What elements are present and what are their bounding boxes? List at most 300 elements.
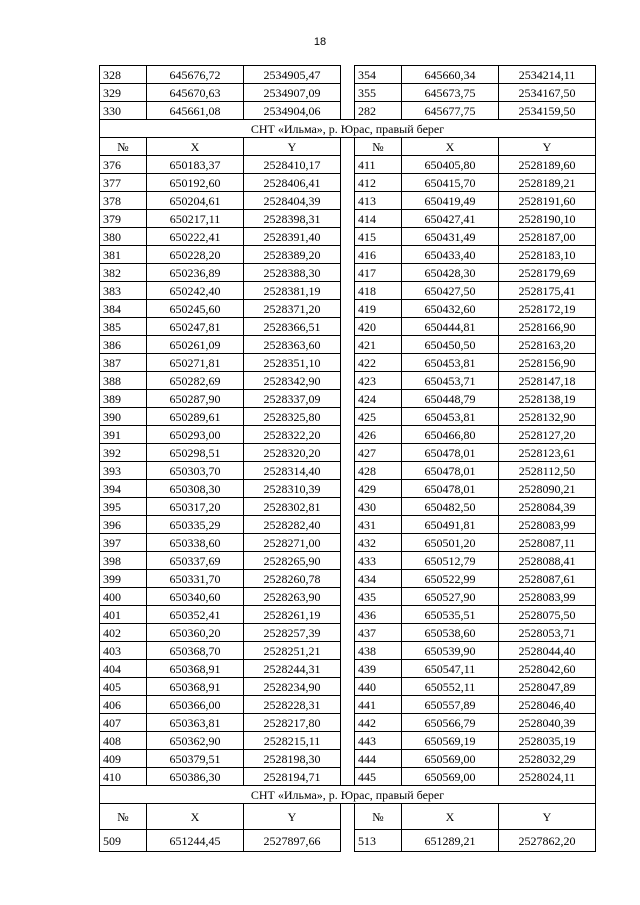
coord-y-left: 2528391,40 bbox=[244, 228, 341, 246]
column-gap bbox=[341, 624, 355, 642]
coord-x-right: 650478,01 bbox=[402, 480, 499, 498]
coord-y-left: 2527897,66 bbox=[244, 830, 341, 852]
coord-y-left: 2528406,41 bbox=[244, 174, 341, 192]
section-title: СНТ «Ильма», р. Юрас, правый берег bbox=[100, 120, 596, 138]
coord-y-right: 2528087,61 bbox=[499, 570, 596, 588]
table-row bbox=[100, 318, 596, 336]
point-number-left: 409 bbox=[100, 750, 147, 768]
point-number-right: 429 bbox=[355, 480, 402, 498]
column-gap bbox=[341, 228, 355, 246]
coord-y-left: 2528194,71 bbox=[244, 768, 341, 786]
point-number-right: 420 bbox=[355, 318, 402, 336]
point-number-right: 426 bbox=[355, 426, 402, 444]
point-number-left: 404 bbox=[100, 660, 147, 678]
coord-x-right: 650569,00 bbox=[402, 750, 499, 768]
table-row bbox=[100, 624, 596, 642]
column-gap bbox=[341, 66, 355, 84]
column-gap bbox=[341, 192, 355, 210]
column-gap bbox=[341, 462, 355, 480]
table-row bbox=[100, 426, 596, 444]
coord-x-left: 650245,60 bbox=[147, 300, 244, 318]
point-number-right: 417 bbox=[355, 264, 402, 282]
coord-y-right: 2528172,19 bbox=[499, 300, 596, 318]
column-gap bbox=[341, 318, 355, 336]
coord-y-right: 2528040,39 bbox=[499, 714, 596, 732]
coord-x-left: 650192,60 bbox=[147, 174, 244, 192]
column-gap bbox=[341, 678, 355, 696]
column-gap bbox=[341, 498, 355, 516]
point-number-left: 385 bbox=[100, 318, 147, 336]
coordinates-table-body bbox=[100, 66, 596, 852]
coord-x-left: 650204,61 bbox=[147, 192, 244, 210]
coord-x-right: 650478,01 bbox=[402, 462, 499, 480]
column-gap bbox=[341, 480, 355, 498]
section-title-row bbox=[100, 120, 596, 138]
point-number-left: 387 bbox=[100, 354, 147, 372]
coord-y-right: 2528083,99 bbox=[499, 588, 596, 606]
table-row bbox=[100, 84, 596, 102]
point-number-right: 415 bbox=[355, 228, 402, 246]
point-number-left: 384 bbox=[100, 300, 147, 318]
coord-x-right: 650539,90 bbox=[402, 642, 499, 660]
coord-x-left: 650340,60 bbox=[147, 588, 244, 606]
coord-y-left: 2528261,19 bbox=[244, 606, 341, 624]
coord-x-left: 650287,90 bbox=[147, 390, 244, 408]
coord-x-left: 650368,70 bbox=[147, 642, 244, 660]
header-y-left: Y bbox=[244, 804, 341, 830]
coord-x-left: 650379,51 bbox=[147, 750, 244, 768]
point-number-right: 416 bbox=[355, 246, 402, 264]
coord-y-right: 2528138,19 bbox=[499, 390, 596, 408]
coord-y-right: 2528132,90 bbox=[499, 408, 596, 426]
coord-y-left: 2528244,31 bbox=[244, 660, 341, 678]
coord-x-left: 650236,89 bbox=[147, 264, 244, 282]
point-number-right: 355 bbox=[355, 84, 402, 102]
point-number-right: 282 bbox=[355, 102, 402, 120]
coord-x-right: 650491,81 bbox=[402, 516, 499, 534]
coord-y-left: 2528282,40 bbox=[244, 516, 341, 534]
column-gap bbox=[341, 516, 355, 534]
section-title: СНТ «Ильма», р. Юрас, правый берег bbox=[100, 786, 596, 804]
coord-x-right: 650482,50 bbox=[402, 498, 499, 516]
coord-y-right: 2528035,19 bbox=[499, 732, 596, 750]
column-gap bbox=[341, 336, 355, 354]
point-number-right: 433 bbox=[355, 552, 402, 570]
point-number-right: 423 bbox=[355, 372, 402, 390]
coord-x-right: 650453,81 bbox=[402, 354, 499, 372]
coord-x-left: 650337,69 bbox=[147, 552, 244, 570]
coord-y-left: 2528271,00 bbox=[244, 534, 341, 552]
coord-y-right: 2528189,21 bbox=[499, 174, 596, 192]
coord-x-right: 650415,70 bbox=[402, 174, 499, 192]
coord-x-right: 645677,75 bbox=[402, 102, 499, 120]
coord-y-right: 2528088,41 bbox=[499, 552, 596, 570]
coord-x-right: 650552,11 bbox=[402, 678, 499, 696]
point-number-left: 406 bbox=[100, 696, 147, 714]
point-number-right: 439 bbox=[355, 660, 402, 678]
point-number-left: 390 bbox=[100, 408, 147, 426]
coord-x-right: 650501,20 bbox=[402, 534, 499, 552]
point-number-right: 430 bbox=[355, 498, 402, 516]
point-number-right: 425 bbox=[355, 408, 402, 426]
table-row bbox=[100, 830, 596, 852]
coord-y-right: 2528112,50 bbox=[499, 462, 596, 480]
coord-y-right: 2534159,50 bbox=[499, 102, 596, 120]
coord-y-left: 2528234,90 bbox=[244, 678, 341, 696]
coord-x-left: 650331,70 bbox=[147, 570, 244, 588]
column-gap bbox=[341, 390, 355, 408]
coord-x-right: 650466,80 bbox=[402, 426, 499, 444]
point-number-left: 329 bbox=[100, 84, 147, 102]
header-x-right: X bbox=[402, 804, 499, 830]
coord-x-left: 650261,09 bbox=[147, 336, 244, 354]
point-number-left: 381 bbox=[100, 246, 147, 264]
coord-x-left: 650228,20 bbox=[147, 246, 244, 264]
table-row bbox=[100, 480, 596, 498]
coord-x-right: 651289,21 bbox=[402, 830, 499, 852]
coord-y-right: 2528190,10 bbox=[499, 210, 596, 228]
column-gap bbox=[341, 426, 355, 444]
coord-x-right: 650453,71 bbox=[402, 372, 499, 390]
column-gap bbox=[341, 84, 355, 102]
page-number: 18 bbox=[313, 36, 327, 48]
table-row bbox=[100, 354, 596, 372]
coord-x-right: 650557,89 bbox=[402, 696, 499, 714]
table-row bbox=[100, 66, 596, 84]
point-number-right: 443 bbox=[355, 732, 402, 750]
coord-x-left: 650282,69 bbox=[147, 372, 244, 390]
coord-x-right: 650428,30 bbox=[402, 264, 499, 282]
coord-x-left: 650222,41 bbox=[147, 228, 244, 246]
coord-y-right: 2528156,90 bbox=[499, 354, 596, 372]
coord-x-left: 650352,41 bbox=[147, 606, 244, 624]
point-number-left: 380 bbox=[100, 228, 147, 246]
coord-y-left: 2528398,31 bbox=[244, 210, 341, 228]
coord-y-left: 2528260,78 bbox=[244, 570, 341, 588]
coord-y-left: 2528410,17 bbox=[244, 156, 341, 174]
coord-y-left: 2528381,19 bbox=[244, 282, 341, 300]
coord-y-left: 2528314,40 bbox=[244, 462, 341, 480]
header-y-right: Y bbox=[499, 138, 596, 156]
coord-y-right: 2528024,11 bbox=[499, 768, 596, 786]
table-header-row bbox=[100, 138, 596, 156]
coord-y-right: 2528183,10 bbox=[499, 246, 596, 264]
coord-x-right: 650431,49 bbox=[402, 228, 499, 246]
coord-y-left: 2528325,80 bbox=[244, 408, 341, 426]
coord-x-left: 650242,40 bbox=[147, 282, 244, 300]
table-row bbox=[100, 696, 596, 714]
coord-x-left: 650183,37 bbox=[147, 156, 244, 174]
coord-y-left: 2528265,90 bbox=[244, 552, 341, 570]
table-row bbox=[100, 552, 596, 570]
point-number-right: 413 bbox=[355, 192, 402, 210]
column-gap bbox=[341, 372, 355, 390]
table-row bbox=[100, 534, 596, 552]
coord-x-left: 650308,30 bbox=[147, 480, 244, 498]
column-gap bbox=[341, 300, 355, 318]
coord-y-right: 2528053,71 bbox=[499, 624, 596, 642]
coord-y-left: 2528320,20 bbox=[244, 444, 341, 462]
point-number-left: 383 bbox=[100, 282, 147, 300]
coord-y-right: 2528187,00 bbox=[499, 228, 596, 246]
coord-x-left: 650298,51 bbox=[147, 444, 244, 462]
coord-y-right: 2528032,29 bbox=[499, 750, 596, 768]
coord-y-left: 2528351,10 bbox=[244, 354, 341, 372]
point-number-right: 436 bbox=[355, 606, 402, 624]
column-gap bbox=[341, 138, 355, 156]
point-number-right: 432 bbox=[355, 534, 402, 552]
point-number-left: 394 bbox=[100, 480, 147, 498]
coord-x-right: 650453,81 bbox=[402, 408, 499, 426]
column-gap bbox=[341, 210, 355, 228]
table-row bbox=[100, 678, 596, 696]
coord-x-left: 650366,00 bbox=[147, 696, 244, 714]
point-number-right: 444 bbox=[355, 750, 402, 768]
coord-y-left: 2528310,39 bbox=[244, 480, 341, 498]
coord-x-right: 650419,49 bbox=[402, 192, 499, 210]
coord-y-right: 2528147,18 bbox=[499, 372, 596, 390]
header-number-left: № bbox=[100, 138, 147, 156]
section-title-row bbox=[100, 786, 596, 804]
point-number-right: 441 bbox=[355, 696, 402, 714]
coord-y-right: 2528175,41 bbox=[499, 282, 596, 300]
column-gap bbox=[341, 174, 355, 192]
coord-y-right: 2528047,89 bbox=[499, 678, 596, 696]
coord-x-left: 650317,20 bbox=[147, 498, 244, 516]
point-number-right: 445 bbox=[355, 768, 402, 786]
header-number-right: № bbox=[355, 138, 402, 156]
column-gap bbox=[341, 552, 355, 570]
column-gap bbox=[341, 732, 355, 750]
point-number-left: 388 bbox=[100, 372, 147, 390]
header-x-right: X bbox=[402, 138, 499, 156]
table-row bbox=[100, 336, 596, 354]
coord-y-right: 2528075,50 bbox=[499, 606, 596, 624]
point-number-left: 377 bbox=[100, 174, 147, 192]
coord-y-left: 2534904,06 bbox=[244, 102, 341, 120]
coord-y-left: 2528251,21 bbox=[244, 642, 341, 660]
coord-x-left: 650271,81 bbox=[147, 354, 244, 372]
table-row bbox=[100, 102, 596, 120]
table-row bbox=[100, 300, 596, 318]
point-number-left: 403 bbox=[100, 642, 147, 660]
table-row bbox=[100, 264, 596, 282]
point-number-left: 328 bbox=[100, 66, 147, 84]
coord-x-right: 650433,40 bbox=[402, 246, 499, 264]
table-row bbox=[100, 372, 596, 390]
coord-y-left: 2528302,81 bbox=[244, 498, 341, 516]
point-number-right: 442 bbox=[355, 714, 402, 732]
coord-y-left: 2528389,20 bbox=[244, 246, 341, 264]
coord-x-left: 650386,30 bbox=[147, 768, 244, 786]
coord-x-right: 650522,99 bbox=[402, 570, 499, 588]
header-y-left: Y bbox=[244, 138, 341, 156]
table-row bbox=[100, 462, 596, 480]
column-gap bbox=[341, 750, 355, 768]
column-gap bbox=[341, 768, 355, 786]
coord-y-left: 2528228,31 bbox=[244, 696, 341, 714]
table-row bbox=[100, 768, 596, 786]
column-gap bbox=[341, 830, 355, 852]
column-gap bbox=[341, 246, 355, 264]
table-header-row bbox=[100, 804, 596, 830]
point-number-left: 395 bbox=[100, 498, 147, 516]
column-gap bbox=[341, 804, 355, 830]
point-number-left: 407 bbox=[100, 714, 147, 732]
point-number-left: 389 bbox=[100, 390, 147, 408]
header-number-right: № bbox=[355, 804, 402, 830]
table-row bbox=[100, 246, 596, 264]
coord-y-left: 2528263,90 bbox=[244, 588, 341, 606]
coord-x-right: 650448,79 bbox=[402, 390, 499, 408]
coord-x-left: 645676,72 bbox=[147, 66, 244, 84]
point-number-left: 382 bbox=[100, 264, 147, 282]
point-number-left: 378 bbox=[100, 192, 147, 210]
coord-y-left: 2528371,20 bbox=[244, 300, 341, 318]
coord-x-left: 650303,70 bbox=[147, 462, 244, 480]
table-row bbox=[100, 606, 596, 624]
point-number-left: 393 bbox=[100, 462, 147, 480]
point-number-left: 376 bbox=[100, 156, 147, 174]
point-number-left: 405 bbox=[100, 678, 147, 696]
coord-x-right: 650450,50 bbox=[402, 336, 499, 354]
point-number-right: 427 bbox=[355, 444, 402, 462]
coordinates-table bbox=[99, 65, 596, 852]
column-gap bbox=[341, 534, 355, 552]
coord-y-right: 2528179,69 bbox=[499, 264, 596, 282]
table-row bbox=[100, 156, 596, 174]
coord-y-left: 2528215,11 bbox=[244, 732, 341, 750]
coord-x-left: 650217,11 bbox=[147, 210, 244, 228]
table-row bbox=[100, 228, 596, 246]
column-gap bbox=[341, 444, 355, 462]
coord-x-right: 645673,75 bbox=[402, 84, 499, 102]
header-x-left: X bbox=[147, 804, 244, 830]
point-number-left: 401 bbox=[100, 606, 147, 624]
point-number-right: 419 bbox=[355, 300, 402, 318]
coord-y-right: 2528083,99 bbox=[499, 516, 596, 534]
coord-x-left: 650360,20 bbox=[147, 624, 244, 642]
coord-y-right: 2528087,11 bbox=[499, 534, 596, 552]
coord-x-left: 650363,81 bbox=[147, 714, 244, 732]
coord-x-left: 650362,90 bbox=[147, 732, 244, 750]
coord-x-left: 645670,63 bbox=[147, 84, 244, 102]
point-number-left: 379 bbox=[100, 210, 147, 228]
table-row bbox=[100, 732, 596, 750]
coord-y-right: 2528042,60 bbox=[499, 660, 596, 678]
coord-x-right: 650566,79 bbox=[402, 714, 499, 732]
point-number-left: 509 bbox=[100, 830, 147, 852]
table-row bbox=[100, 570, 596, 588]
point-number-left: 398 bbox=[100, 552, 147, 570]
column-gap bbox=[341, 588, 355, 606]
coord-y-left: 2528366,51 bbox=[244, 318, 341, 336]
table-row bbox=[100, 282, 596, 300]
coord-x-right: 650535,51 bbox=[402, 606, 499, 624]
column-gap bbox=[341, 642, 355, 660]
coord-x-left: 650247,81 bbox=[147, 318, 244, 336]
table-row bbox=[100, 516, 596, 534]
point-number-right: 422 bbox=[355, 354, 402, 372]
header-number-left: № bbox=[100, 804, 147, 830]
table-row bbox=[100, 660, 596, 678]
coord-y-left: 2528217,80 bbox=[244, 714, 341, 732]
point-number-right: 437 bbox=[355, 624, 402, 642]
coord-y-left: 2528388,30 bbox=[244, 264, 341, 282]
coord-x-left: 650368,91 bbox=[147, 678, 244, 696]
coord-y-left: 2534905,47 bbox=[244, 66, 341, 84]
column-gap bbox=[341, 354, 355, 372]
coord-y-right: 2528084,39 bbox=[499, 498, 596, 516]
point-number-right: 513 bbox=[355, 830, 402, 852]
table-row bbox=[100, 642, 596, 660]
coord-x-right: 650547,11 bbox=[402, 660, 499, 678]
point-number-left: 396 bbox=[100, 516, 147, 534]
coord-y-right: 2534214,11 bbox=[499, 66, 596, 84]
table-row bbox=[100, 444, 596, 462]
column-gap bbox=[341, 660, 355, 678]
point-number-right: 354 bbox=[355, 66, 402, 84]
point-number-right: 428 bbox=[355, 462, 402, 480]
point-number-left: 400 bbox=[100, 588, 147, 606]
coord-y-left: 2534907,09 bbox=[244, 84, 341, 102]
point-number-left: 391 bbox=[100, 426, 147, 444]
coord-x-right: 650432,60 bbox=[402, 300, 499, 318]
point-number-left: 402 bbox=[100, 624, 147, 642]
coord-y-left: 2528257,39 bbox=[244, 624, 341, 642]
point-number-right: 412 bbox=[355, 174, 402, 192]
coord-x-right: 650444,81 bbox=[402, 318, 499, 336]
table-row bbox=[100, 408, 596, 426]
coord-x-right: 650569,00 bbox=[402, 768, 499, 786]
coord-y-right: 2528046,40 bbox=[499, 696, 596, 714]
coord-y-left: 2528342,90 bbox=[244, 372, 341, 390]
coord-y-right: 2527862,20 bbox=[499, 830, 596, 852]
coord-x-right: 650527,90 bbox=[402, 588, 499, 606]
coord-x-left: 650335,29 bbox=[147, 516, 244, 534]
coord-x-left: 651244,45 bbox=[147, 830, 244, 852]
point-number-right: 435 bbox=[355, 588, 402, 606]
coord-x-right: 650405,80 bbox=[402, 156, 499, 174]
coord-x-left: 650293,00 bbox=[147, 426, 244, 444]
column-gap bbox=[341, 714, 355, 732]
point-number-right: 440 bbox=[355, 678, 402, 696]
table-row bbox=[100, 714, 596, 732]
point-number-right: 438 bbox=[355, 642, 402, 660]
coord-x-left: 650289,61 bbox=[147, 408, 244, 426]
coord-x-right: 650427,50 bbox=[402, 282, 499, 300]
point-number-left: 386 bbox=[100, 336, 147, 354]
coord-y-right: 2528163,20 bbox=[499, 336, 596, 354]
coord-x-right: 650478,01 bbox=[402, 444, 499, 462]
coord-y-right: 2528127,20 bbox=[499, 426, 596, 444]
column-gap bbox=[341, 696, 355, 714]
table-row bbox=[100, 174, 596, 192]
header-x-left: X bbox=[147, 138, 244, 156]
coord-y-right: 2528166,90 bbox=[499, 318, 596, 336]
header-y-right: Y bbox=[499, 804, 596, 830]
coord-y-right: 2528191,60 bbox=[499, 192, 596, 210]
coord-y-left: 2528337,09 bbox=[244, 390, 341, 408]
coord-y-left: 2528363,60 bbox=[244, 336, 341, 354]
column-gap bbox=[341, 570, 355, 588]
coord-y-right: 2528189,60 bbox=[499, 156, 596, 174]
point-number-left: 392 bbox=[100, 444, 147, 462]
table-row bbox=[100, 210, 596, 228]
column-gap bbox=[341, 408, 355, 426]
table-row bbox=[100, 498, 596, 516]
table-row bbox=[100, 588, 596, 606]
